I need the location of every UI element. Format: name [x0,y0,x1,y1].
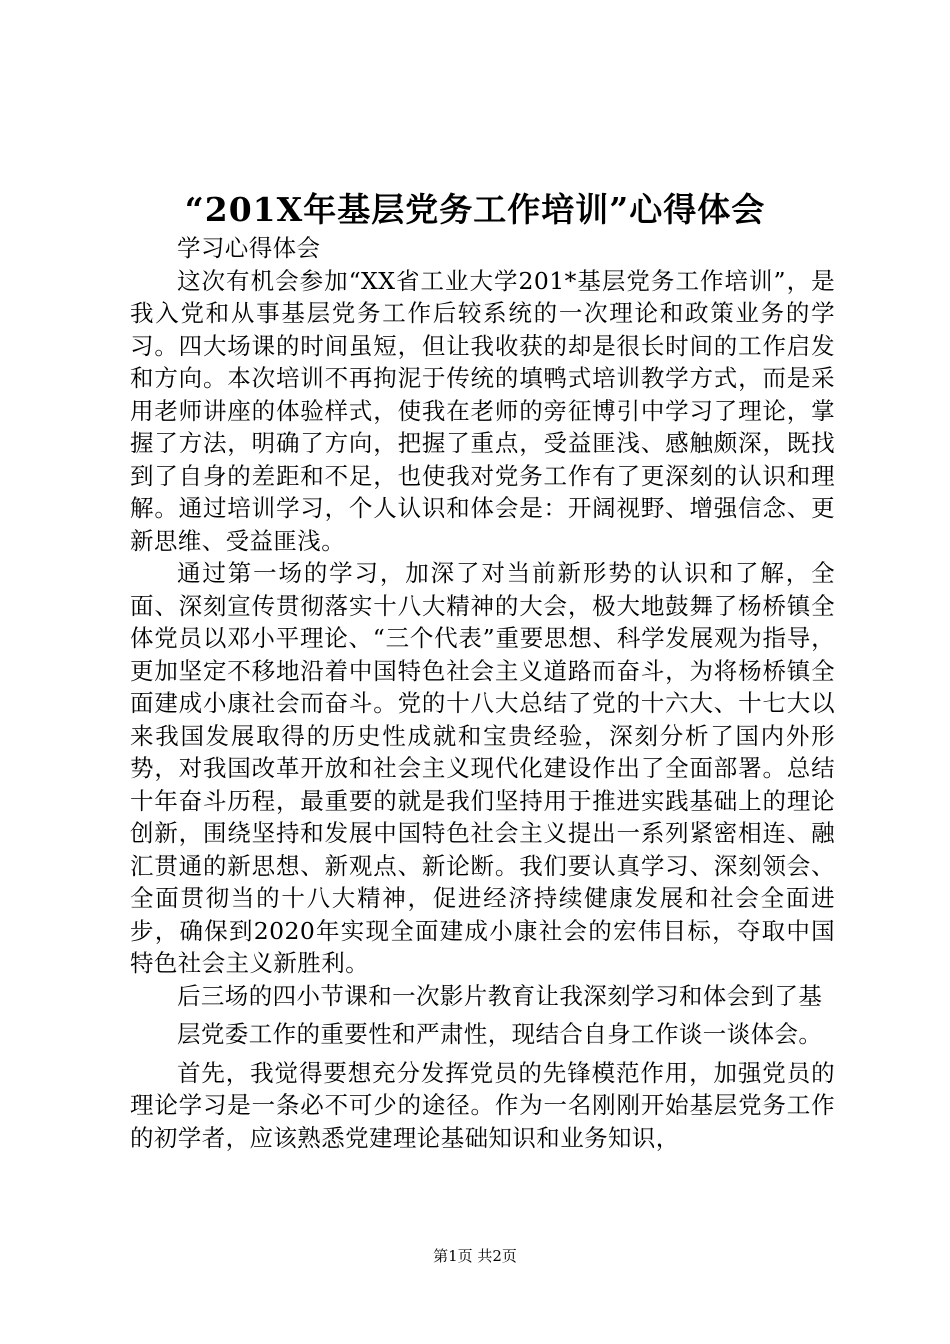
paragraph-firstly: 首先，我觉得要想充分发挥党员的先锋模范作用，加强党员的理论学习是一条必不可少的途径。作为一名刚刚开始基层党务工作的初学者，应该熟悉党建理论基础知识和业务知识， [130,1058,835,1152]
document-title: “201X年基层党务工作培训”心得体会 [184,190,766,229]
paragraph-subheading: 学习心得体会 [177,234,321,262]
paragraph-intro: 这次有机会参加“XX省工业大学201*基层党务工作培训”，是我入党和从事基层党务工作后较系统的一次理论和政策业务的学习。四大场课的时间虽短，但让我收获的却是很长时间的工作启发和方向。本次培训不再拘泥于传统的填鸭式培训教学方式，而是采用老师讲座的体验样式，使我在老师的旁征博引中学习了理论，掌握了方法，明确了方向，把握了重点，受益匪浅、感触颇深，既找到了自身的差距和不足，也使我对党务工作有了更深刻的认识和理解。通过培训学习，个人认识和体会是：开阔视野、增强信念、更新思维、受益匪浅。 [130,266,835,555]
paragraph-later-sessions: 后三场的四小节课和一次影片教育让我深刻学习和体会到了基 [177,981,823,1010]
document-body [130,232,835,1154]
paragraph-first-session: 通过第一场的学习，加深了对当前新形势的认识和了解，全面、深刻宣传贯彻落实十八大精神的大会，极大地鼓舞了杨桥镇全体党员以邓小平理论、“三个代表”重要思想、科学发展观为指导，更加坚定不移地沿着中国特色社会主义道路而奋斗，为将杨桥镇全面建成小康社会而奋斗。党的十八大总结了党的十六大、十七大以来我国发展取得的历史性成就和宝贵经验，深刻分析了国内外形势，对我国改革开放和社会主义现代化建设作出了全面部署。总结十年奋斗历程，最重要的就是我们坚持用于推进实践基础上的理论创新，围绕坚持和发展中国特色社会主义提出一系列紧密相连、融汇贯通的新思想、新观点、新论断。我们要认真学习、深刻领会、全面贯彻当的十八大精神，促进经济持续健康发展和社会全面进步，确保到2020年实现全面建成小康社会的宏伟目标，夺取中国特色社会主义新胜利。 [130,559,835,977]
page-number-footer: 第1页 共2页 [433,1247,517,1265]
paragraph-continuation: 层党委工作的重要性和严肃性，现结合自身工作谈一谈体会。 [177,1020,823,1048]
